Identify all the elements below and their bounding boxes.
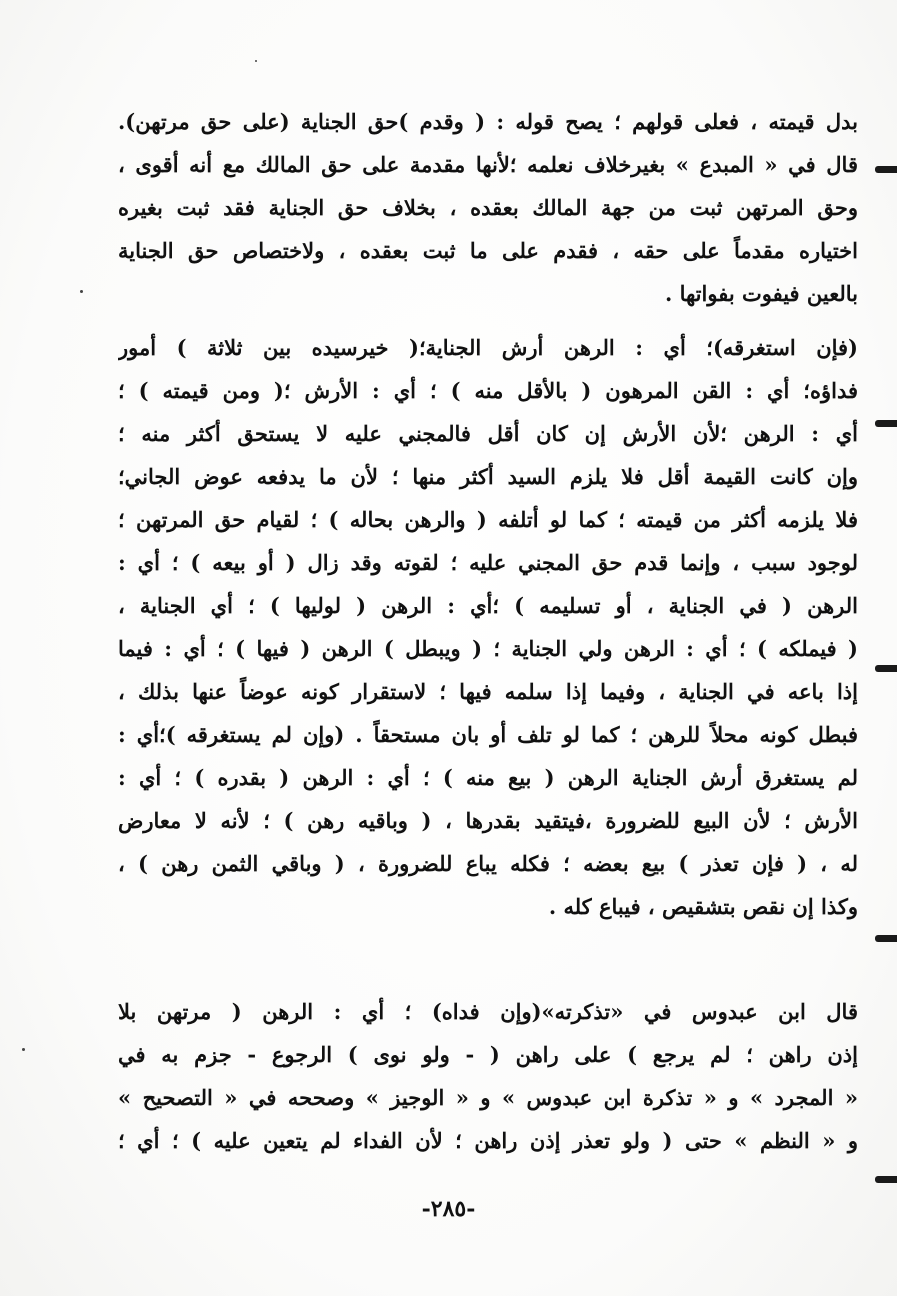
- text-line: وحق المرتهن ثبت من جهة المالك بعقده ، بخلاف حق الجناية فقد ثبت بغيره: [118, 195, 858, 220]
- scan-edge-mark: [875, 1176, 897, 1183]
- text-line: إذن راهن ؛ لم يرجع ) على راهن ( - ولو نوى ) الرجوع - جزم به في: [118, 1042, 858, 1067]
- text-line: فبطل كونه محلاً للرهن ؛ كما لو تلف أو بان مستحقاً . (وإن لم يستغرقه )؛أي :: [118, 722, 858, 747]
- scan-edge-mark: [875, 665, 897, 672]
- text-line: أي : الرهن ؛لأن الأرش إن كان أقل فالمجني عليه لا يستحق أكثر منه ؛: [118, 421, 858, 446]
- text-line: وإن كانت القيمة أقل فلا يلزم السيد أكثر منها ؛ لأن ما يدفعه عوض الجاني؛: [118, 464, 858, 489]
- scan-speck: [22, 1048, 25, 1051]
- paragraph-3: [118, 990, 858, 1162]
- text-line: « المجرد » و « تذكرة ابن عبدوس » و « الوجيز » وصححه في « التصحيح »: [118, 1085, 858, 1110]
- text-line: إذا باعه في الجناية ، وفيما إذا سلمه فيها ؛ لاستقرار كونه عوضاً عنها بذلك ،: [118, 679, 858, 704]
- text-line: لوجود سبب ، وإنما قدم حق المجني عليه ؛ لقوته وقد زال ( أو بيعه ) ؛ أي :: [118, 550, 858, 575]
- text-line: الأرش ؛ لأن البيع للضرورة ،فيتقيد بقدرها ، ( وباقيه رهن ) ؛ لأنه لا معارض: [118, 808, 858, 833]
- paragraph-2: [118, 326, 858, 928]
- paragraph-1: [118, 100, 858, 315]
- text-line: قال ابن عبدوس في «تذكرته»(وإن فداه) ؛ أي : الرهن ( مرتهن بلا: [118, 999, 858, 1024]
- text-line: قال في « المبدع » بغيرخلاف نعلمه ؛لأنها مقدمة على حق المالك مع أنه أقوى ،: [118, 152, 858, 177]
- text-line: ( فيملكه ) ؛ أي : الرهن ولي الجناية ؛ ( ويبطل ) الرهن ( فيها ) ؛ أي : فيما: [118, 636, 858, 661]
- text-line: بدل قيمته ، فعلى قولهم ؛ يصح قوله : ( وقدم )حق الجناية (على حق مرتهن).: [118, 109, 858, 134]
- scan-edge-mark: [875, 420, 897, 427]
- text-line: فداؤه؛ أي : القن المرهون ( بالأقل منه ) ؛ أي : الأرش ؛( ومن قيمته ) ؛: [118, 378, 858, 403]
- scan-edge-mark: [875, 166, 897, 173]
- text-line: له ، ( فإن تعذر ) بيع بعضه ؛ فكله يباع للضرورة ، ( وباقي الثمن رهن ) ،: [118, 851, 858, 876]
- text-line: فلا يلزمه أكثر من قيمته ؛ كما لو أتلفه ( والرهن بحاله ) ؛ لقيام حق المرتهن ؛: [118, 507, 858, 532]
- text-line: الرهن ( في الجناية ، أو تسليمه ) ؛أي : الرهن ( لوليها ) ؛ أي الجناية ،: [118, 593, 858, 618]
- scan-edge-mark: [875, 935, 897, 942]
- scan-speck: [80, 290, 83, 293]
- text-line: لم يستغرق أرش الجناية الرهن ( بيع منه ) ؛ أي : الرهن ( بقدره ) ؛ أي :: [118, 765, 858, 790]
- page-number: -٢٨٥-: [421, 1196, 476, 1222]
- text-line: (فإن استغرقه)؛ أي : الرهن أرش الجناية؛( خيرسيده بين ثلاثة ) أمور: [118, 335, 858, 360]
- text-line: اختياره مقدماً على حقه ، فقدم على ما ثبت بعقده ، ولاختصاص حق الجناية: [118, 238, 858, 263]
- text-line: وكذا إن نقص بتشقيص ، فيباع كله .: [548, 894, 858, 919]
- text-line: بالعين فيفوت بفواتها .: [664, 281, 858, 306]
- text-line: و « النظم » حتى ( ولو تعذر إذن راهن ؛ لأن الفداء لم يتعين عليه ) ؛ أي ؛: [118, 1128, 858, 1153]
- scan-speck: [255, 60, 257, 62]
